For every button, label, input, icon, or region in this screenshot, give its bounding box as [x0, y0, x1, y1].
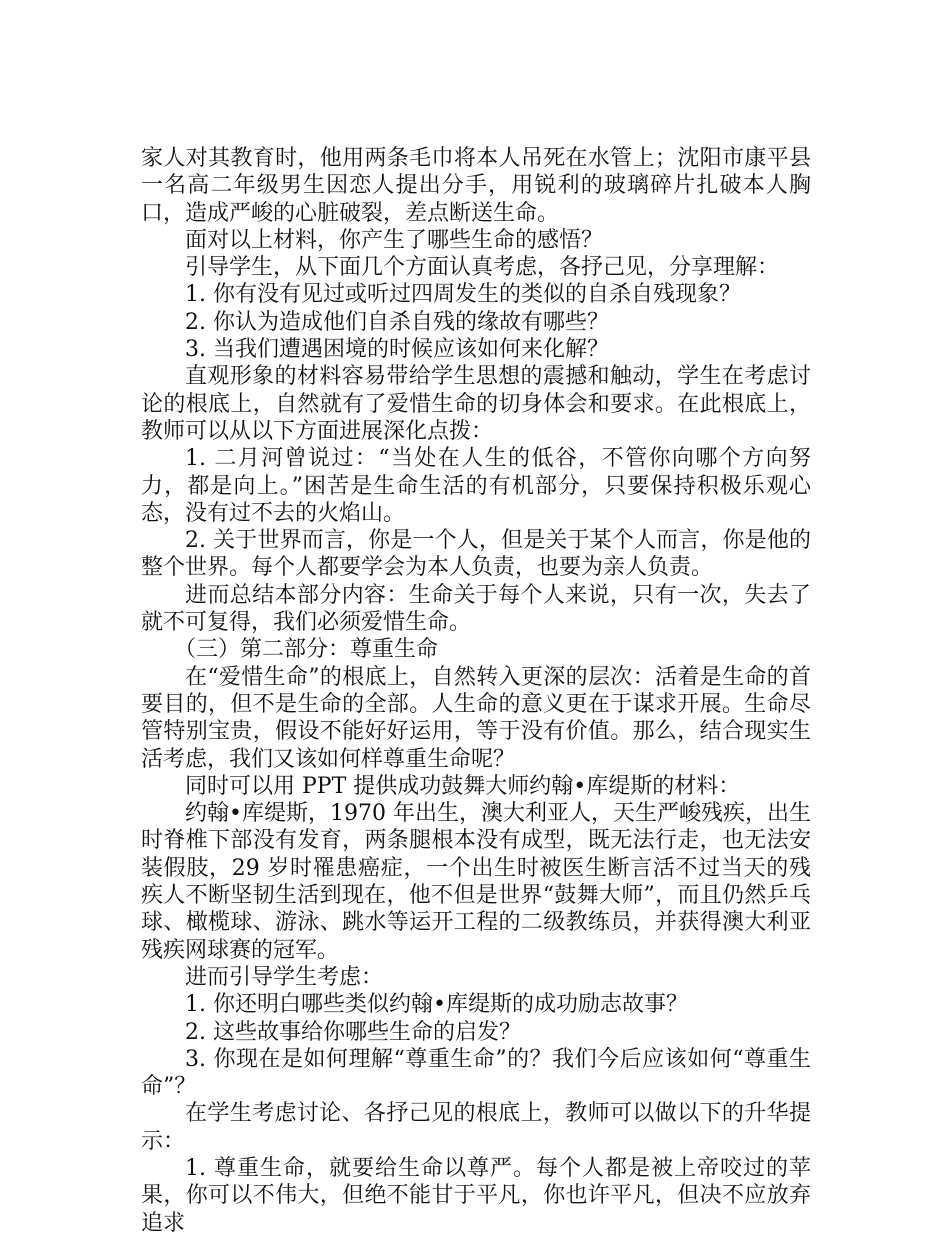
list-item: 3. 你现在是如何理解“尊重生命”的？我们今后应该如何“尊重生命”？: [141, 1046, 811, 1100]
list-item: 1. 二月河曾说过：“当处在人生的低谷，不管你向哪个方向努力，都是向上。”困苦是生命生活的有机部分，只要保持积极乐观心态，没有过不去的火焰山。: [141, 446, 811, 526]
document-body: [141, 145, 811, 1237]
list-item: 2. 关于世界而言，你是一个人，但是关于某个人而言，你是他的整个世界。每个人都要学会为本人负责，也要为亲人负责。: [141, 528, 811, 581]
paragraph: 面对以上材料，你产生了哪些生命的感悟？: [185, 227, 604, 253]
list-item: 2. 这些故事给你哪些生命的启发？: [185, 1019, 521, 1045]
paragraph: 进而总结本部分内容：生命关于每个人来说，只有一次，失去了就不可复得，我们必须爱惜生命。: [141, 582, 811, 636]
paragraph: 引导学生，从下面几个方面认真考虑，各抒己见，分享理解：: [185, 255, 780, 281]
list-item: 3. 当我们遭遇困境的时候应该如何来化解？: [185, 337, 609, 363]
paragraph: 直观形象的材料容易带给学生思想的震撼和触动，学生在考虑讨论的根底上，自然就有了爱惜生命的切身体会和要求。在此根底上，教师可以从以下方面进展深化点拨：: [141, 364, 811, 444]
section-heading: （三）第二部分：尊重生命: [174, 637, 439, 663]
list-item: 1. 你还明白哪些类似约翰•库缇斯的成功励志故事？: [185, 992, 688, 1018]
list-item: 1. 尊重生命，就要给生命以尊严。每个人都是被上帝咬过的苹果，你可以不伟大，但绝不能甘于平凡，你也许平凡，但决不应放弃追求: [141, 1155, 811, 1236]
paragraph: 在学生考虑讨论、各抒己见的根底上，教师可以做以下的升华提示：: [141, 1101, 811, 1154]
paragraph: 同时可以用 PPT 提供成功鼓舞大师约翰•库缇斯的材料：: [185, 773, 741, 799]
paragraph: 约翰•库缇斯，1970 年出生，澳大利亚人，天生严峻残疾，出生时脊椎下部没有发育，两条腿根本没有成型，既无法行走，也无法安装假肢，29 岁时罹患癌症，一个出生时被医生断言活不过当天的残疾人不断坚韧生活到现在，他不但是世界“鼓舞大师”，而且仍然乒乓球、橄榄球、游泳、跳水等运开工程的二级教练员，并获得澳大利亚残疾网球赛的冠军。: [141, 801, 811, 963]
list-item: 1. 你有没有见过或听过四周发生的类似的自杀自残现象？: [185, 282, 741, 308]
paragraph: 家人对其教育时，他用两条毛巾将本人吊死在水管上；沈阳市康平县一名高二年级男生因恋人提出分手，用锐利的玻璃碎片扎破本人胸口，造成严峻的心脏破裂，差点断送生命。: [141, 146, 811, 226]
paragraph: 进而引导学生考虑：: [185, 964, 384, 990]
list-item: 2. 你认为造成他们自杀自残的缘故有哪些？: [185, 309, 609, 335]
paragraph: 在“爱惜生命”的根底上，自然转入更深的层次：活着是生命的首要目的，但不是生命的全部。人生命的意义更在于谋求开展。生命尽管特别宝贵，假设不能好好运用，等于没有价值。那么，结合现实生活考虑，我们又该如何样尊重生命呢？: [141, 664, 811, 772]
